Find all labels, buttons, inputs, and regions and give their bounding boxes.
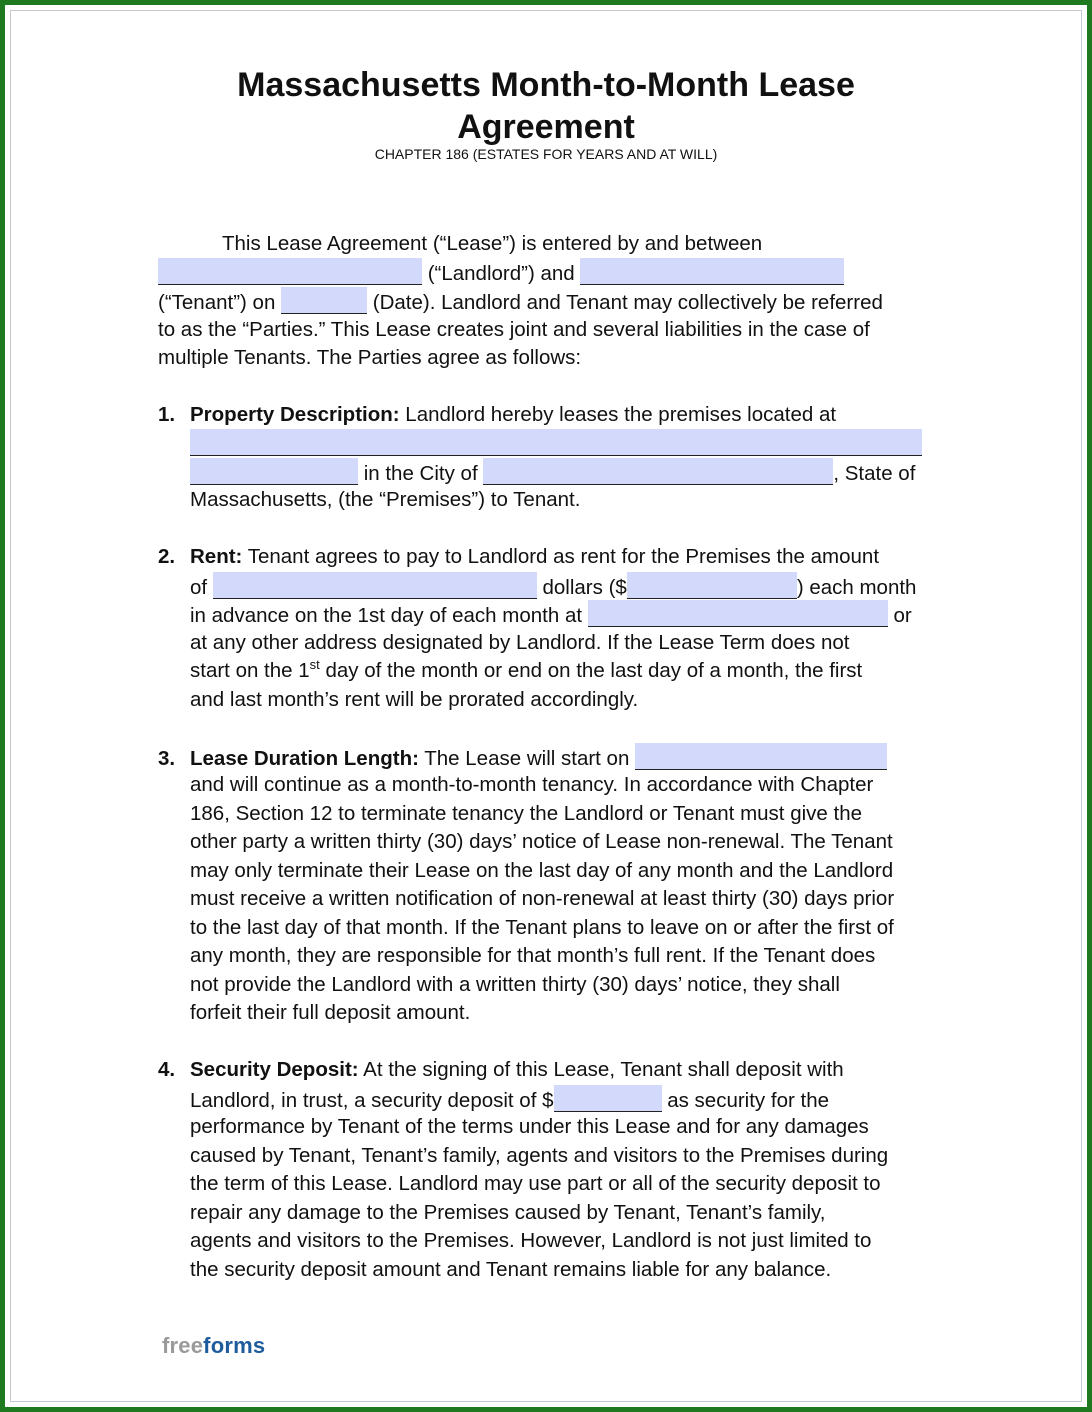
intro-line-5: multiple Tenants. The Parties agree as follows: bbox=[158, 346, 582, 369]
section-3-line: not provide the Landlord with a written thirty (30) days’ notice, they shall bbox=[190, 973, 840, 996]
freeforms-logo: freeforms bbox=[162, 1333, 266, 1358]
intro-line-1: This Lease Agreement (“Lease”) is entered by and between bbox=[222, 232, 763, 255]
section-2-line-1: 2. Rent: Tenant agrees to pay to Landlord as rent for the Premises the amount bbox=[158, 545, 880, 568]
document-subtitle: CHAPTER 186 (ESTATES FOR YEARS AND AT WILL) bbox=[374, 146, 718, 162]
intro-line-3: (“Tenant”) on (Date). Landlord and Tenant may collectively be referred bbox=[158, 287, 883, 317]
section-3-line: and will continue as a month-to-month tenancy. In accordance with Chapter bbox=[190, 773, 874, 796]
landlord-name-field[interactable] bbox=[158, 258, 422, 285]
section-4-line: agents and visitors to the Premises. However, Landlord is not just limited to bbox=[190, 1229, 872, 1252]
section-3-line: 186, Section 12 to terminate tenancy the Landlord or Tenant must give the bbox=[190, 802, 862, 825]
section-4-line-1: 4. Security Deposit: At the signing of this Lease, Tenant shall deposit with bbox=[158, 1058, 844, 1081]
section-1-line-1: 1. Property Description: Landlord hereby leases the premises located at bbox=[158, 403, 837, 426]
section-2-heading: Rent: bbox=[190, 545, 243, 568]
section-2-line-6: and last month’s rent will be prorated accordingly. bbox=[190, 688, 639, 711]
section-3-line: any month, they are responsible for that month’s full rent. If the Tenant does bbox=[190, 944, 876, 967]
rent-amount-number-field[interactable] bbox=[627, 572, 797, 599]
section-4-line: performance by Tenant of the terms under this Lease and for any damages bbox=[190, 1115, 869, 1138]
section-4-line: the term of this Lease. Landlord may use part or all of the security deposit to bbox=[190, 1172, 881, 1195]
date-field[interactable] bbox=[281, 287, 367, 314]
document-title bbox=[0, 64, 1092, 148]
section-3-line: forfeit their full deposit amount. bbox=[190, 1001, 471, 1024]
premises-address-field-2[interactable] bbox=[190, 458, 358, 485]
section-3-line: to the last day of that month. If the Tenant plans to leave on or after the first of bbox=[190, 916, 894, 939]
rent-amount-words-field[interactable] bbox=[213, 572, 537, 599]
section-4-line: caused by Tenant, Tenant’s family, agents and visitors to the Premises during bbox=[190, 1144, 889, 1167]
title-line-1: Massachusetts Month-to-Month Lease bbox=[237, 66, 855, 104]
section-2-line-3: in advance on the 1st day of each month at or bbox=[190, 600, 912, 630]
payment-address-field[interactable] bbox=[588, 600, 888, 627]
intro-line-2: (“Landlord”) and bbox=[158, 258, 844, 288]
section-2-line-5: start on the 1st day of the month or end on the last day of a month, the first bbox=[190, 657, 863, 682]
title-line-2: Agreement bbox=[457, 108, 635, 146]
section-2-line-2: of dollars ($ ) each month bbox=[190, 572, 916, 602]
tenant-name-field[interactable] bbox=[580, 258, 844, 285]
section-1-line-2 bbox=[190, 429, 922, 459]
premises-address-field[interactable] bbox=[190, 429, 922, 456]
security-deposit-field[interactable] bbox=[554, 1085, 662, 1112]
section-1-heading: Property Description: bbox=[190, 403, 400, 426]
section-1-line-4: Massachusetts, (the “Premises”) to Tenant. bbox=[190, 488, 581, 511]
section-3-heading: Lease Duration Length: bbox=[190, 747, 419, 770]
section-2-line-4: at any other address designated by Landlord. If the Lease Term does not bbox=[190, 631, 850, 654]
section-4-line-2: Landlord, in trust, a security deposit of $ as security for the bbox=[190, 1085, 829, 1115]
section-3-line-1: 3. Lease Duration Length: The Lease will start on bbox=[158, 743, 887, 773]
lease-start-date-field[interactable] bbox=[635, 743, 887, 770]
city-field[interactable] bbox=[483, 458, 833, 485]
section-3-line: may only terminate their Lease on the last day of any month and the Landlord bbox=[190, 859, 894, 882]
section-4-line: the security deposit amount and Tenant remains liable for any balance. bbox=[190, 1258, 832, 1281]
section-3-line: must receive a written notification of non-renewal at least thirty (30) days prior bbox=[190, 887, 895, 910]
section-3-line: other party a written thirty (30) days’ notice of Lease non-renewal. The Tenant bbox=[190, 830, 893, 853]
section-4-heading: Security Deposit: bbox=[190, 1058, 359, 1081]
section-1-line-3: in the City of , State of bbox=[190, 458, 915, 488]
section-4-line: repair any damage to the Premises caused by Tenant, Tenant’s family, bbox=[190, 1201, 826, 1224]
intro-line-4: to as the “Parties.” This Lease creates joint and several liabilities in the case of bbox=[158, 318, 870, 341]
